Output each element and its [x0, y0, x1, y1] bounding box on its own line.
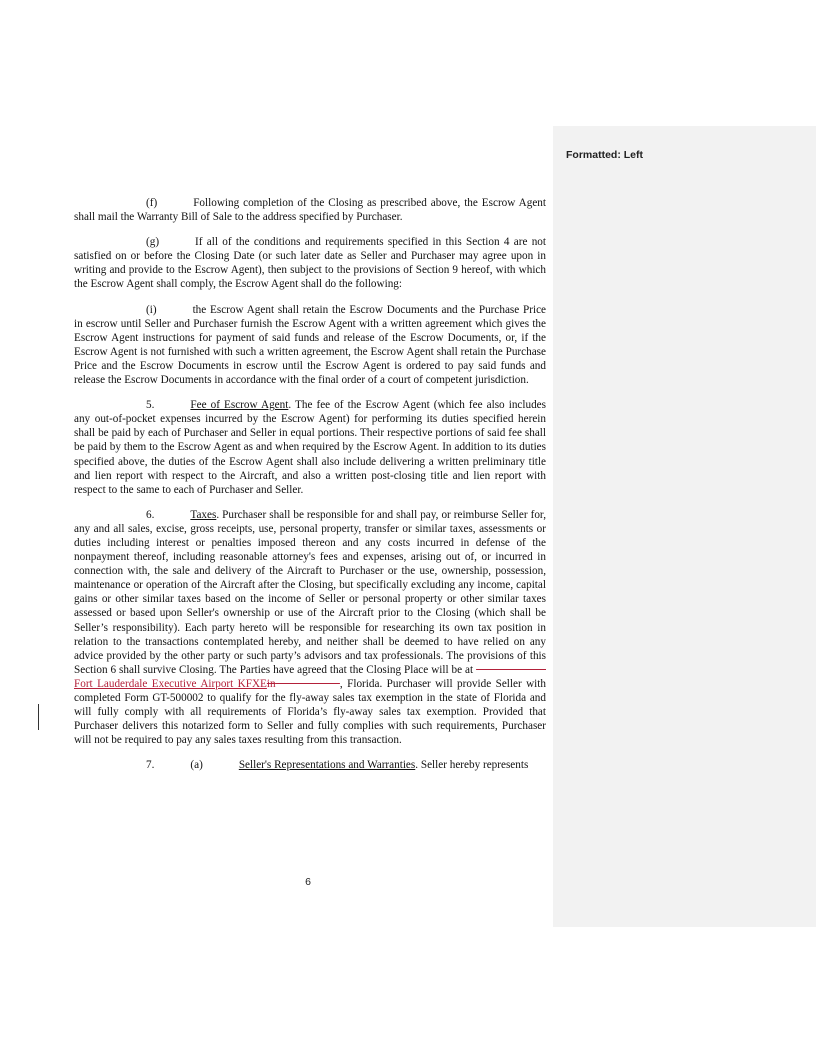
section-6-heading: Taxes [190, 508, 217, 521]
comment-pane [553, 126, 816, 927]
section-5-number: 5. [146, 399, 155, 412]
section-5-heading: Fee of Escrow Agent [190, 399, 289, 412]
tracked-insertion[interactable]: Fort Lauderdale Executive Airport KFXE [74, 677, 267, 690]
section-6-text-b: , Florida. Purchaser will provide Seller with completed Form GT-500002 to qualify for the fly-away sales tax exemption in the state of Florida and will fully comply with all requirements of Florida’s fly-away sales tax exemption. Provided that Purchaser delivers this notarized form to Seller and fully complies with such requirements, Purchaser will not be required to pay any sales taxes resulting from this transaction. [74, 677, 546, 747]
section-6-number: 6. [146, 508, 155, 521]
tracked-deletion[interactable]: in [266, 677, 276, 690]
section-7-heading: Seller's Representations and Warranties [238, 759, 416, 772]
paragraph-i [74, 303, 546, 388]
section-5-text: . The fee of the Escrow Agent (which fee also includes any out-of-pocket expenses incurred by the Escrow Agent) for performing its duties specified herein shall be paid by each of Purchaser and Seller in equal portions. Their respective portions of said fee shall be paid by them to the Escrow Agent as and when required by the Escrow Agent. In addition to its duties specified above, the duties of the Escrow Agent shall also include delivering a written preliminary title and lien report with respect to the Aircraft, and also a written post-closing title and lien report with respect to the same to each of Purchaser and Seller. [74, 399, 547, 496]
document-body [74, 196, 546, 783]
change-bar [38, 704, 39, 730]
formatting-comment[interactable]: Formatted: Left [566, 149, 643, 161]
para-f-text: Following completion of the Closing as prescribed above, the Escrow Agent shall mail the Warranty Bill of Sale to the address specified by Purchaser. [74, 197, 546, 224]
paragraph-g [74, 235, 546, 291]
para-i-number: (i) [146, 303, 157, 316]
page-number: 6 [305, 876, 311, 888]
section-7-text: . Seller hereby represents [415, 759, 529, 772]
section-5 [74, 398, 546, 497]
deleted-blank-2 [276, 677, 340, 691]
section-7-sub: (a) [190, 759, 203, 772]
para-f-number: (f) [146, 197, 158, 209]
para-g-number: (g) [146, 236, 160, 249]
paragraph-f [74, 196, 546, 224]
para-i-text: the Escrow Agent shall retain the Escrow Documents and the Purchase Price in escrow until Seller and Purchaser furnish the Escrow Agent with a written agreement which gives the Escrow Agent instructions for payment of said funds and release of the Escrow Documents, or, if the Escrow Agent is not furnished with such a written agreement, the Escrow Agent shall retain the Purchase Price and the Escrow Documents in escrow until the Escrow Agent is ordered to pay said funds and release the Escrow Documents in accordance with the final order of a court of competent jurisdiction. [74, 303, 546, 387]
section-7 [74, 758, 546, 772]
section-6 [74, 508, 546, 748]
section-6-text-a: . Purchaser shall be responsible for and shall pay, or reimburse Seller for, any and all sales, excise, gross receipts, use, personal property, transfer or similar taxes, assessments or duties including interest or penalties imposed thereon and any costs incurred in defense of the nonpayment thereof, including reasonable attorney's fees and expenses, arising out of, or incurred in connection with, the sale and delivery of the Aircraft to Purchaser or the use, ownership, possession, maintenance or operation of the Aircraft after the Closing, but specifically excluding any income, capital gains or other similar taxes based on the income of Seller or personal property or other similar taxes assessed or based upon Seller's ownership or use of the Aircraft prior to the Closing (which shall be Seller’s responsibility). Each party hereto will be responsible for researching its own tax position in relation to the transactions contemplated hereby, and neither shall be deemed to have relied on any advice provided by the other party or such party’s advisors and tax professionals. The provisions of this Section 6 shall survive Closing. The Parties have agreed that the Closing Place will be at [74, 508, 546, 676]
section-7-number: 7. [146, 759, 155, 772]
deleted-blank [476, 663, 546, 677]
para-g-text: If all of the conditions and requirements specified in this Section 4 are not satisfied on or before the Closing Date (or such later date as Seller and Purchaser may agree upon in writing and provide to the Escrow Agent), then subject to the provisions of Section 9 hereof, with which the Escrow Agent shall comply, the Escrow Agent shall do the following: [74, 236, 546, 291]
